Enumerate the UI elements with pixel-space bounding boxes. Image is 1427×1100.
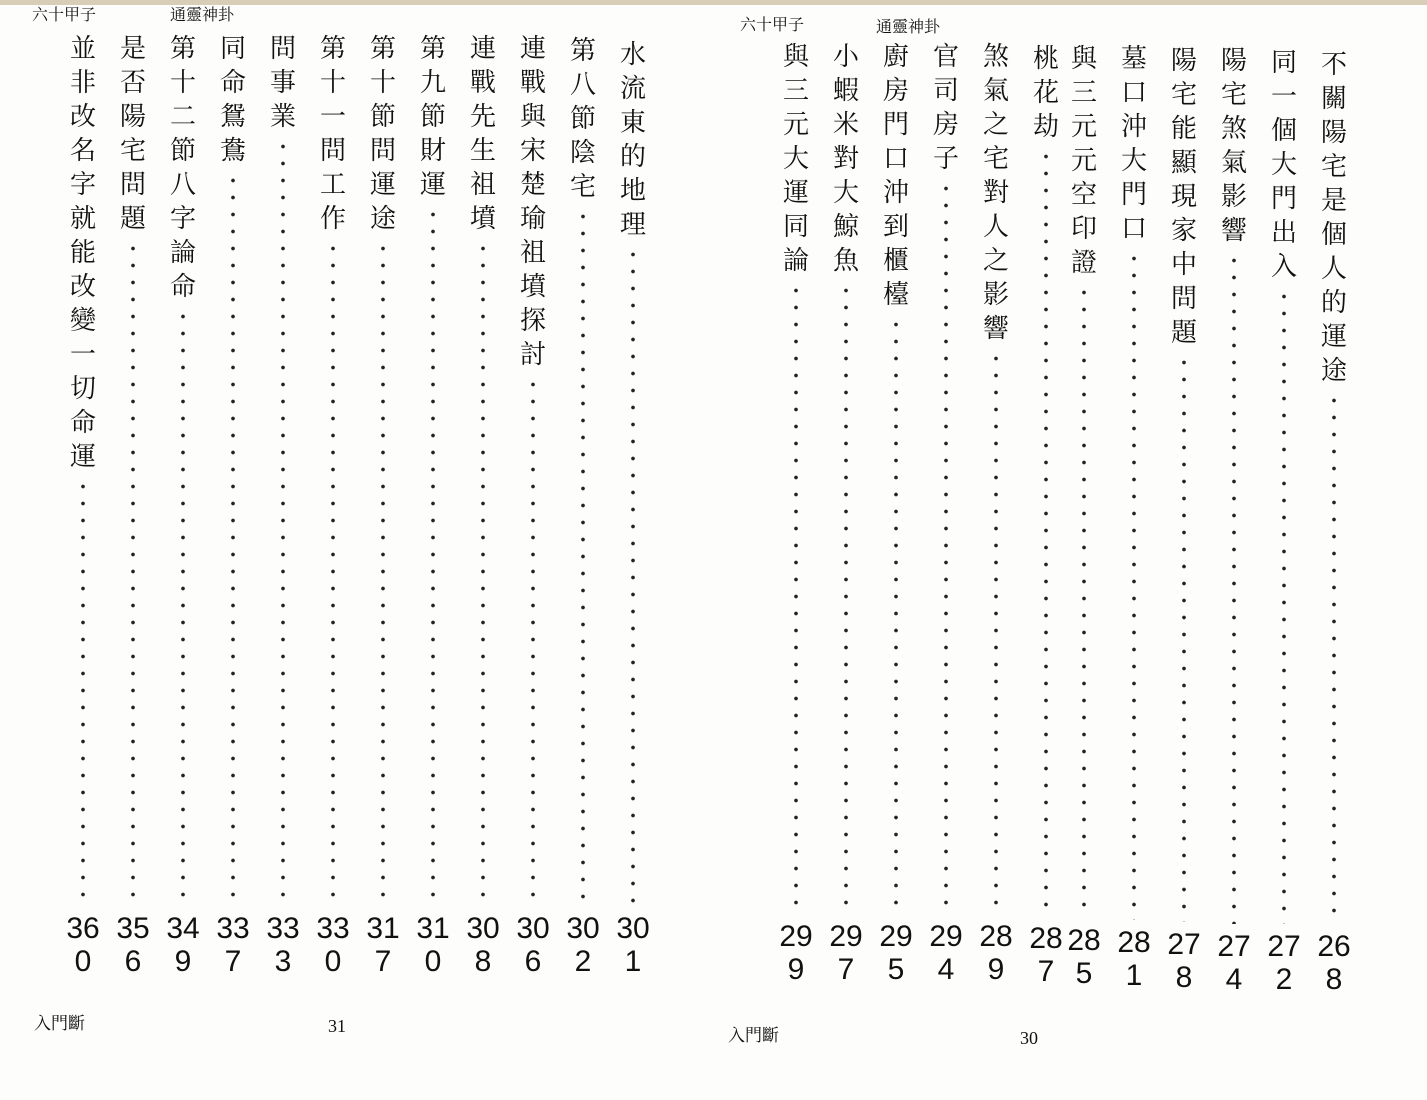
toc-entry bbox=[1026, 42, 1066, 988]
toc-entry-page: 301 bbox=[616, 912, 650, 978]
toc-dot-leader bbox=[1181, 354, 1187, 922]
toc-dot-leader bbox=[843, 282, 849, 914]
toc-entry-title: 煞氣之宅對人之影響 bbox=[982, 42, 1009, 344]
toc-entry bbox=[926, 40, 966, 986]
toc-entry-page: 349 bbox=[166, 912, 200, 978]
toc-entry bbox=[876, 40, 916, 986]
toc-entry-page: 299 bbox=[779, 920, 813, 986]
header-book-series: 六十甲子 bbox=[740, 15, 805, 34]
toc-entry-title: 同一個大門出入 bbox=[1270, 48, 1297, 282]
toc-entry bbox=[513, 32, 553, 978]
toc-entry-page: 285 bbox=[1067, 924, 1101, 990]
toc-entry-title: 第九節財運 bbox=[419, 34, 446, 200]
toc-entry-page: 310 bbox=[416, 912, 450, 978]
toc-entry bbox=[1314, 48, 1354, 996]
toc-dot-leader bbox=[530, 376, 536, 906]
toc-entry-page: 289 bbox=[979, 920, 1013, 986]
toc-dot-leader bbox=[1281, 288, 1287, 924]
toc-entry-title: 同命鴛鴦 bbox=[219, 34, 246, 166]
toc-dot-leader bbox=[1131, 250, 1137, 920]
toc-entry-title: 陽宅能顯現家中問題 bbox=[1170, 46, 1197, 348]
toc-dot-leader bbox=[1081, 284, 1087, 918]
toc-entry-title: 第十節問運途 bbox=[369, 34, 396, 234]
toc-entry-title: 小蝦米對大鯨魚 bbox=[832, 42, 859, 276]
toc-dot-leader bbox=[1231, 252, 1237, 924]
page-number: 30 bbox=[1020, 1028, 1038, 1048]
toc-entry bbox=[1264, 46, 1304, 996]
toc-dot-leader bbox=[130, 240, 136, 906]
toc-entry-title: 陽宅煞氣影響 bbox=[1220, 46, 1247, 246]
toc-dot-leader bbox=[993, 350, 999, 914]
toc-entry-title: 桃花劫 bbox=[1032, 44, 1059, 142]
toc-entry bbox=[413, 32, 453, 978]
toc-entry bbox=[1064, 42, 1104, 990]
toc-dot-leader bbox=[793, 282, 799, 914]
toc-entry bbox=[976, 40, 1016, 986]
toc-entry-page: 306 bbox=[516, 912, 550, 978]
toc-entry bbox=[1114, 42, 1154, 992]
toc-entry-title: 官司房子 bbox=[932, 42, 959, 174]
toc-entry-page: 317 bbox=[366, 912, 400, 978]
toc-entry-title: 廚房門口沖到櫃檯 bbox=[882, 42, 909, 310]
toc-entry-page: 297 bbox=[829, 920, 863, 986]
toc-entry-page: 308 bbox=[466, 912, 500, 978]
toc-entry-title: 第十二節八字論命 bbox=[169, 34, 196, 302]
toc-entry bbox=[826, 40, 866, 986]
toc-page-30 bbox=[713, 0, 1427, 1100]
toc-entry-title: 不關陽宅是個人的運途 bbox=[1320, 50, 1347, 386]
toc-dot-leader bbox=[230, 172, 236, 906]
toc-entry-page: 337 bbox=[216, 912, 250, 978]
toc-entry-page: 302 bbox=[566, 912, 600, 978]
toc-entry-page: 330 bbox=[316, 912, 350, 978]
footer-section-label: 入門斷 bbox=[34, 1014, 85, 1034]
toc-entry bbox=[163, 32, 203, 978]
toc-entry-title: 是否陽宅問題 bbox=[119, 34, 146, 234]
toc-entry-page: 278 bbox=[1167, 928, 1201, 994]
toc-entry bbox=[563, 34, 603, 978]
toc-dot-leader bbox=[630, 246, 636, 906]
toc-page-31 bbox=[0, 0, 713, 1100]
toc-entry-page: 333 bbox=[266, 912, 300, 978]
header-book-title: 通靈神卦 bbox=[170, 5, 235, 24]
toc-dot-leader bbox=[80, 478, 86, 906]
toc-dot-leader bbox=[943, 180, 949, 914]
toc-dot-leader bbox=[330, 240, 336, 906]
toc-entry-title: 連戰與宋楚瑜祖墳探討 bbox=[519, 34, 546, 370]
toc-entry bbox=[463, 32, 503, 978]
toc-entry-title: 水流東的地理 bbox=[619, 40, 646, 240]
toc-entry bbox=[113, 32, 153, 978]
toc-entry-page: 294 bbox=[929, 920, 963, 986]
toc-entry bbox=[776, 40, 816, 986]
toc-dot-leader bbox=[380, 240, 386, 906]
toc-dot-leader bbox=[480, 240, 486, 906]
toc-entry bbox=[63, 32, 103, 978]
toc-entry-title: 問事業 bbox=[269, 34, 296, 132]
toc-entry-page: 272 bbox=[1267, 930, 1301, 996]
toc-dot-leader bbox=[580, 208, 586, 906]
header-book-series: 六十甲子 bbox=[32, 5, 97, 24]
toc-dot-leader bbox=[180, 308, 186, 906]
toc-entry-page: 287 bbox=[1029, 922, 1063, 988]
toc-entry-page: 360 bbox=[66, 912, 100, 978]
toc-entry-page: 268 bbox=[1317, 930, 1351, 996]
toc-entry-page: 295 bbox=[879, 920, 913, 986]
toc-entry-title: 連戰先生祖墳 bbox=[469, 34, 496, 234]
toc-entry bbox=[363, 32, 403, 978]
toc-entry-title: 第十一問工作 bbox=[319, 34, 346, 234]
toc-entry-title: 第八節陰宅 bbox=[569, 36, 596, 202]
toc-dot-leader bbox=[1331, 392, 1337, 924]
toc-entry-title: 墓口沖大門口 bbox=[1120, 44, 1147, 244]
toc-dot-leader bbox=[280, 138, 286, 906]
toc-entry bbox=[313, 32, 353, 978]
toc-entry bbox=[613, 38, 653, 978]
toc-dot-leader bbox=[893, 316, 899, 914]
toc-entry-title: 與三元元空印證 bbox=[1070, 44, 1097, 278]
toc-entry-title: 並非改名字就能改變一切命運 bbox=[69, 34, 96, 472]
header-book-title: 通靈神卦 bbox=[876, 17, 941, 36]
toc-entry bbox=[213, 32, 253, 978]
toc-dot-leader bbox=[1043, 148, 1049, 916]
toc-dot-leader bbox=[430, 206, 436, 906]
toc-entry-page: 356 bbox=[116, 912, 150, 978]
page-number: 31 bbox=[328, 1016, 346, 1036]
toc-entry bbox=[263, 32, 303, 978]
toc-entry-page: 281 bbox=[1117, 926, 1151, 992]
toc-entry-title: 與三元大運同論 bbox=[782, 42, 809, 276]
toc-entry-page: 274 bbox=[1217, 930, 1251, 996]
toc-entry bbox=[1214, 44, 1254, 996]
toc-entry bbox=[1164, 44, 1204, 994]
footer-section-label: 入門斷 bbox=[728, 1026, 779, 1046]
